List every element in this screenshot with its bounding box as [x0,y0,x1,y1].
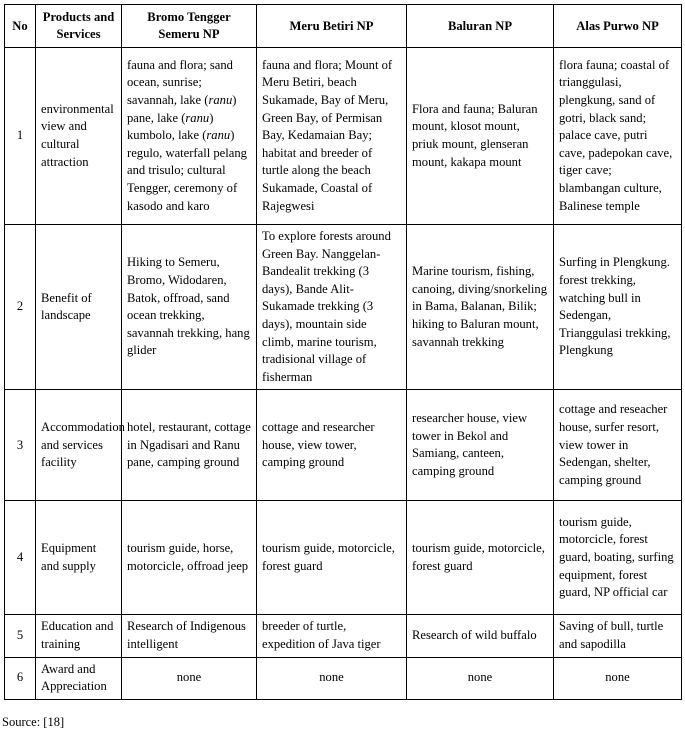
header-alas: Alas Purwo NP [554,5,682,48]
cell-bromo: none [122,657,257,699]
row-category: Award and Appreciation [36,657,122,699]
cell-baluran: none [407,657,554,699]
row-category: Benefit of landscape [36,225,122,390]
cell-baluran: tourism guide, motorcicle, forest guard [407,501,554,615]
header-meru: Meru Betiri NP [257,5,407,48]
row-category: environmental view and cultural attraction [36,48,122,225]
cell-baluran: researcher house, view tower in Bekol and Samiang, canteen, camping ground [407,390,554,501]
source-note: Source: [18] [2,715,65,729]
table-row [5,615,682,657]
header-no: No [5,5,36,48]
row-number: 2 [5,225,36,390]
cell-baluran: Research of wild buffalo [407,615,554,657]
row-category: Education and training [36,615,122,657]
header-baluran: Baluran NP [407,5,554,48]
cell-meru: none [257,657,407,699]
row-number: 5 [5,615,36,657]
cell-alas: tourism guide, motorcicle, forest guard, boating, surfing equipment, forest guard, NP official car [554,501,682,615]
header-bromo: Bromo Tengger Semeru NP [122,5,257,48]
row-category: Accommodation and services facility [36,390,122,501]
table-row [5,48,682,225]
cell-meru: cottage and researcher house, view tower, camping ground [257,390,407,501]
table-row [5,501,682,615]
cell-alas: cottage and reseacher house, surfer resort, view tower in Sedengan, shelter, camping ground [554,390,682,501]
cell-baluran: Marine tourism, fishing, canoing, diving/snorkeling in Bama, Balanan, Bilik; hiking to Baluran mount, savannah trekking [407,225,554,390]
row-number: 1 [5,48,36,225]
cell-meru: To explore forests around Green Bay. Nanggelan-Bandealit trekking (3 days), Bande Alit-Sukamade trekking (3 days), mountain side climb, marine tourism, tradisional village of fisherman [257,225,407,390]
cell-bromo: hotel, restaurant, cottage in Ngadisari and Ranu pane, camping ground [122,390,257,501]
row-category: Equipment and supply [36,501,122,615]
cell-alas: Saving of bull, turtle and sapodilla [554,615,682,657]
row-number: 4 [5,501,36,615]
cell-baluran: Flora and fauna; Baluran mount, klosot mount, priuk mount, glenseran mount, kakapa mount [407,48,554,225]
header-products-services: Products and Services [36,5,122,48]
cell-bromo: fauna and flora; sand ocean, sunrise; savannah, lake (ranu) pane, lake (ranu) kumbolo, lake (ranu) regulo, waterfall pelang and trisulo; cultural Tengger, ceremony of kasodo and karo [122,48,257,225]
header-row [5,5,682,48]
row-number: 6 [5,657,36,699]
table-row [5,657,682,699]
cell-bromo: Hiking to Semeru, Bromo, Widodaren, Batok, offroad, sand ocean trekking, savannah trekking, hang glider [122,225,257,390]
table-row [5,225,682,390]
cell-meru: fauna and flora; Mount of Meru Betiri, beach Sukamade, Bay of Meru, Green Bay, of Permisan Bay, Kedamaian Bay; habitat and breeder of turtle along the beach Sukamade, Coastal of Rajegwesi [257,48,407,225]
cell-bromo: tourism guide, horse, motorcicle, offroad jeep [122,501,257,615]
row-number: 3 [5,390,36,501]
cell-meru: tourism guide, motorcicle, forest guard [257,501,407,615]
table-row [5,390,682,501]
cell-alas: none [554,657,682,699]
cell-alas: flora fauna; coastal of trianggulasi, plengkung, sand of gotri, black sand; palace cave, putri cave, padepokan cave, tiger cave; blambangan culture, Balinese temple [554,48,682,225]
cell-meru: breeder of turtle, expedition of Java tiger [257,615,407,657]
comparison-table [4,4,682,700]
cell-alas: Surfing in Plengkung. forest trekking, watching bull in Sedengan, Trianggulasi trekking, Plengkung [554,225,682,390]
cell-bromo: Research of Indigenous intelligent [122,615,257,657]
